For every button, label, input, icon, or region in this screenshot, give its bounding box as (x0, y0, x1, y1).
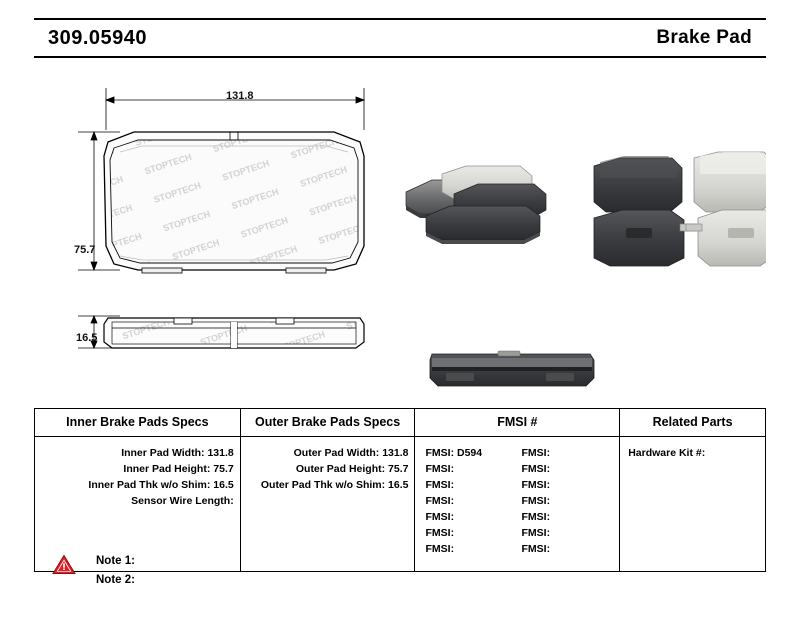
fmsi-label: FMSI: (521, 463, 551, 475)
fmsi-label: FMSI: (521, 479, 551, 491)
hardware-kit-label: Hardware Kit #: (628, 447, 706, 459)
fmsi-label: FMSI: (425, 543, 455, 555)
fmsi-entry (521, 493, 611, 509)
note-2-label: Note 2: (96, 574, 135, 586)
fmsi-label: FMSI: (521, 495, 551, 507)
inner-specs-cell (35, 437, 240, 571)
fmsi-entry (521, 445, 611, 461)
fmsi-entry (521, 461, 611, 477)
fmsi-row (415, 525, 619, 541)
fmsi-entry (425, 477, 521, 493)
note-2 (52, 571, 352, 590)
outer-pad-height-label: Outer Pad Height: (295, 463, 386, 475)
fmsi-label: FMSI: (425, 527, 455, 539)
warning-icon (52, 554, 76, 575)
column-header-outer-specs: Outer Brake Pads Specs (240, 409, 415, 436)
fmsi-value: D594 (456, 447, 483, 459)
fmsi-entry (425, 525, 521, 541)
outer-pad-width-label: Outer Pad Width: (293, 447, 380, 459)
specs-table-body (35, 437, 765, 571)
specs-table (34, 408, 766, 572)
hardware-kit-row (620, 445, 765, 461)
fmsi-label: FMSI: (521, 511, 551, 523)
inner-pad-width-value: 131.8 (207, 447, 234, 459)
technical-drawing (34, 70, 766, 390)
fmsi-cell (414, 437, 619, 571)
fmsi-label: FMSI: (425, 479, 455, 491)
inner-pad-thickness-value: 16.5 (213, 479, 234, 491)
pad-photo-group-four (406, 166, 546, 244)
fmsi-entry (521, 541, 611, 557)
fmsi-row (415, 541, 619, 557)
pad-photo-edge-view (430, 351, 594, 386)
fmsi-entry (425, 493, 521, 509)
fmsi-row (415, 461, 619, 477)
fmsi-entry (521, 477, 611, 493)
column-header-inner-specs: Inner Brake Pads Specs (66, 415, 209, 429)
outer-pad-thickness-value: 16.5 (388, 479, 409, 491)
inner-spec-row (35, 445, 240, 461)
outer-spec-row (241, 477, 415, 493)
inner-pad-height-label: Inner Pad Height: (123, 463, 211, 475)
column-header-fmsi: FMSI # (414, 409, 619, 436)
fmsi-label: FMSI: (521, 527, 551, 539)
fmsi-row (415, 493, 619, 509)
inner-pad-width-label: Inner Pad Width: (121, 447, 205, 459)
dimension-width-label: 131.8 (226, 90, 254, 102)
outer-spec-row (241, 445, 415, 461)
pad-photo-group-set (594, 152, 766, 266)
outer-spec-row (241, 461, 415, 477)
outer-pad-thickness-label: Outer Pad Thk w/o Shim: (260, 479, 386, 491)
notes-section (52, 552, 352, 590)
inner-spec-row (35, 493, 240, 509)
fmsi-row (415, 509, 619, 525)
fmsi-row (415, 445, 619, 461)
fmsi-row (415, 477, 619, 493)
fmsi-entry (425, 541, 521, 557)
fmsi-label: FMSI: (425, 511, 455, 523)
fmsi-label: FMSI: (425, 495, 455, 507)
inner-pad-thickness-label: Inner Pad Thk w/o Shim: (88, 479, 211, 491)
fmsi-entry (521, 509, 611, 525)
inner-pad-height-value: 75.7 (213, 463, 234, 475)
fmsi-label: FMSI: (425, 447, 455, 459)
page-title: Brake Pad (656, 27, 752, 48)
dimension-thickness-label: 16.5 (76, 332, 98, 344)
fmsi-entry (521, 525, 611, 541)
fmsi-entry (425, 461, 521, 477)
fmsi-label: FMSI: (425, 463, 455, 475)
outer-specs-cell (240, 437, 415, 571)
part-number: 309.05940 (48, 26, 148, 49)
note-1 (52, 552, 352, 571)
fmsi-label: FMSI: (521, 447, 551, 459)
dimension-height-label: 75.7 (74, 244, 96, 256)
related-parts-cell (619, 437, 765, 571)
fmsi-entry (425, 509, 521, 525)
drawing-area (34, 70, 766, 390)
note-1-label: Note 1: (96, 555, 135, 567)
outer-pad-width-value: 131.8 (382, 447, 409, 459)
outer-pad-height-value: 75.7 (388, 463, 409, 475)
sensor-wire-length-label: Sensor Wire Length: (131, 495, 234, 507)
specs-table-header (35, 409, 765, 437)
fmsi-label: FMSI: (521, 543, 551, 555)
column-header-related-parts: Related Parts (619, 409, 765, 436)
fmsi-entry (425, 445, 521, 461)
sheet-header (34, 18, 766, 58)
inner-spec-row (35, 477, 240, 493)
inner-spec-row (35, 461, 240, 477)
